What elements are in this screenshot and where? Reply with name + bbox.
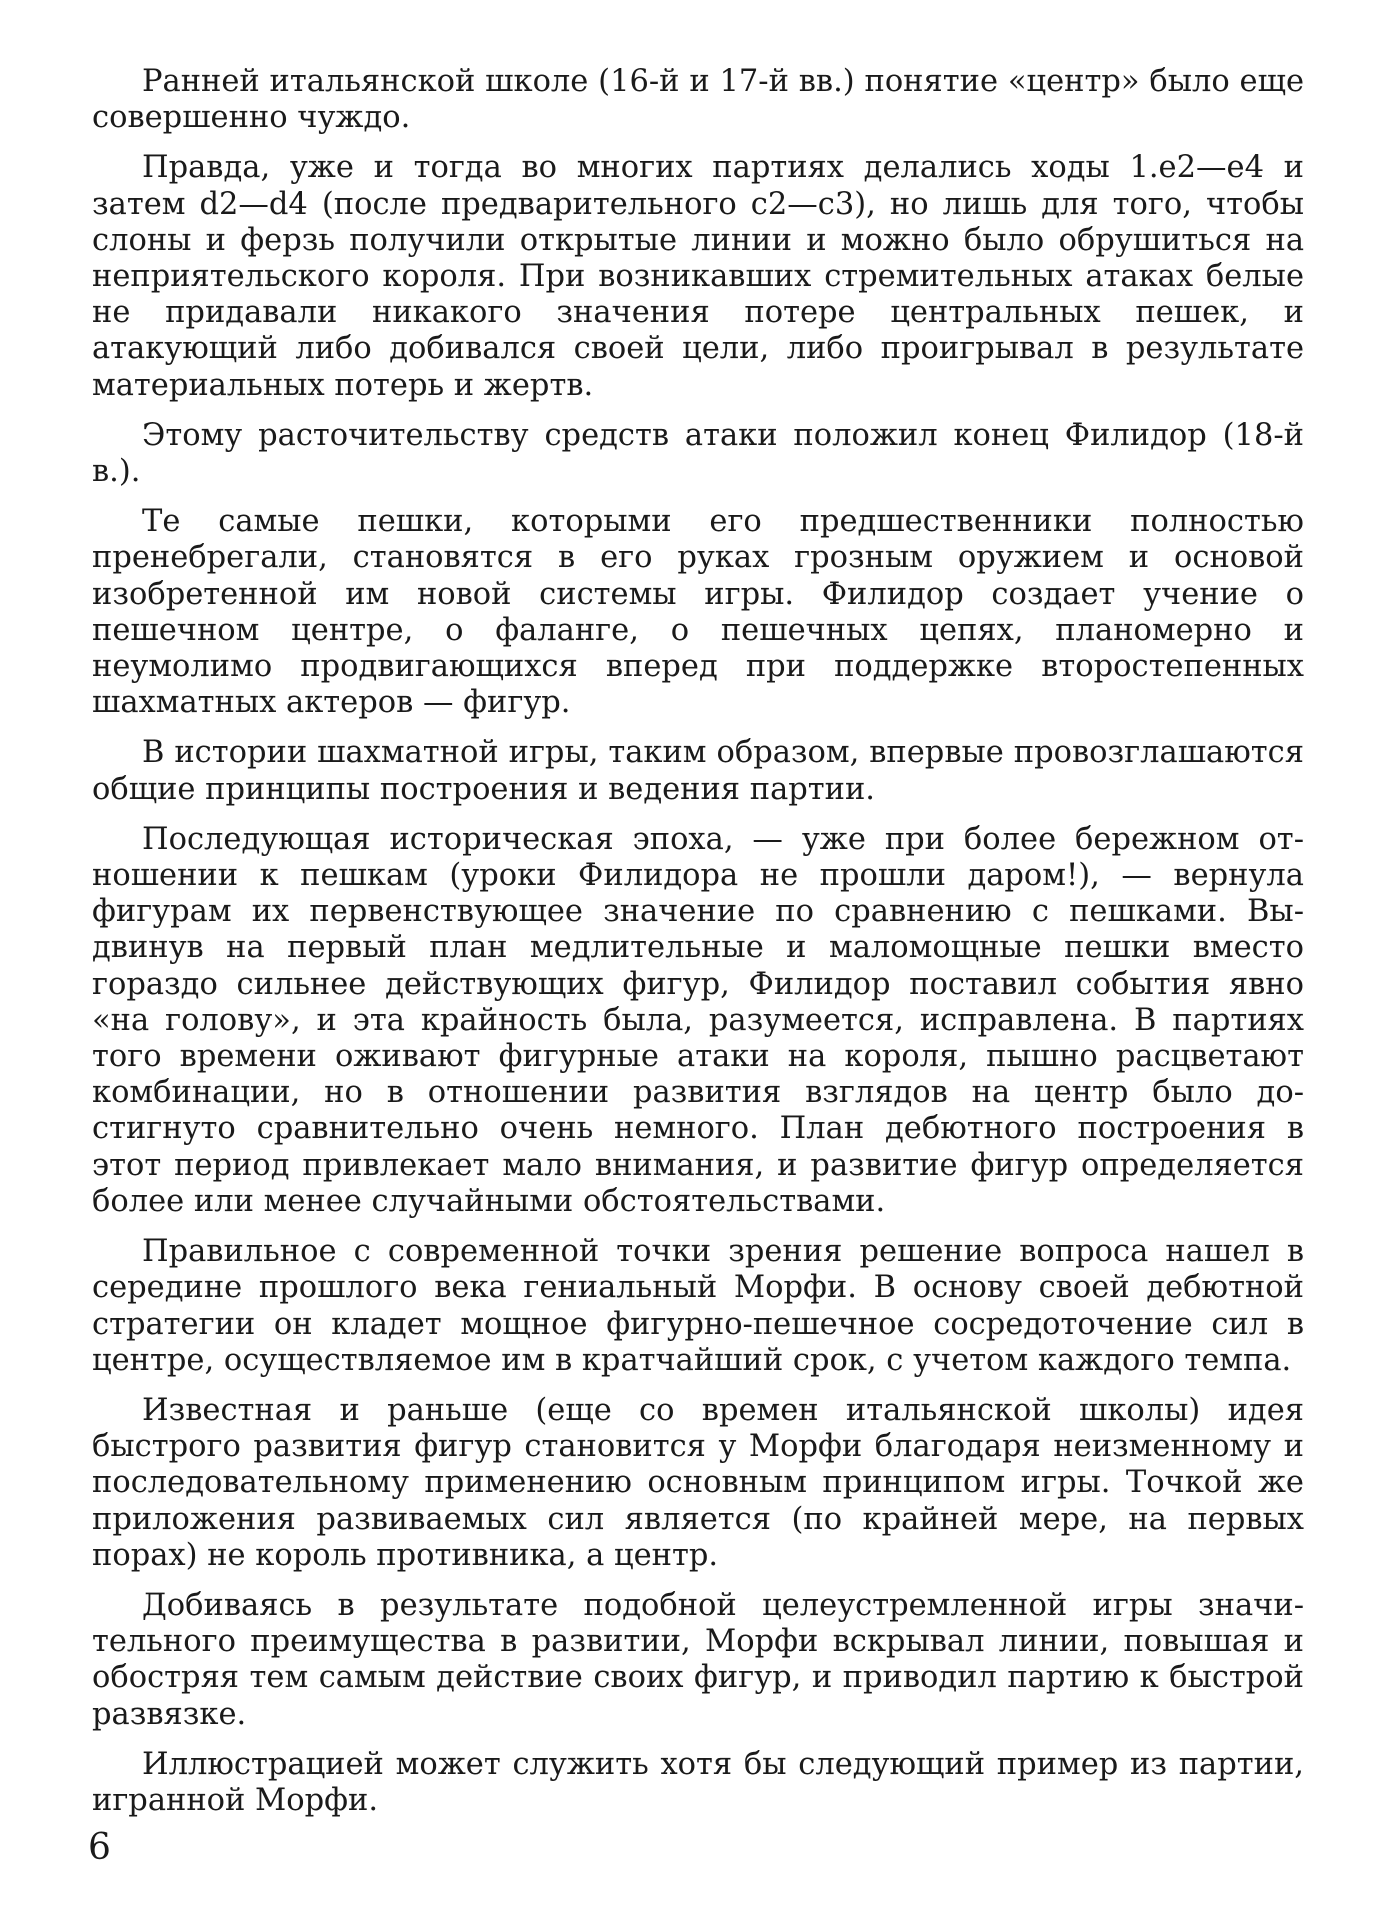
body-text <box>92 64 1304 1833</box>
paragraph: В истории шахматной игры, таким образом, впервые провозглашаются общие принципы построения и ведения партии. <box>92 735 1304 807</box>
paragraph: Последующая историческая эпоха, — уже при более бережном отношении к пешкам (уроки Филидора не прошли даром!), — вернула фигурам их первенствующее значение по сравнению с пешками. Выдвинув на первый план медлительные и маломощные пешки вместо гораздо сильнее действующих фигур, Филидор поставил события явно «на голову», и эта крайность была, разумеется, исправлена. В партиях того времени оживают фигурные атаки на короля, пышно расцветают комбинации, но в отношении развития взглядов на центр было достигнуто сравнительно очень немного. План дебютного построения в этот период привлекает мало внимания, и развитие фигур определяется более или менее случайными обстоятельствами. <box>92 821 1304 1219</box>
paragraph: Добиваясь в результате подобной целеустремленной игры значительного преимущества в развитии, Морфи вскрывал линии, повышая и обостряя тем самым действие своих фигур, и приводил партию к быстрой развязке. <box>92 1587 1304 1732</box>
page-number: 6 <box>88 1827 111 1868</box>
paragraph: Ранней итальянской школе (16-й и 17-й вв.) понятие «центр» было еще совершенно чуждо. <box>92 64 1304 136</box>
paragraph: Те самые пешки, которыми его предшественники полностью пренебрегали, становятся в его руках грозным оружием и основой изобретенной им новой системы игры. Филидор создает учение о пешечном центре, о фаланге, о пешечных цепях, планомерно и неумолимо продвигающихся вперед при поддержке второстепенных шахматных актеров — фигур. <box>92 504 1304 721</box>
paragraph: Правда, уже и тогда во многих партиях делались ходы 1.е2—е4 и затем d2—d4 (после предварительного с2—с3), но лишь для того, чтобы слоны и ферзь получили открытые линии и можно было обрушиться на неприятельского короля. При возникавших стремительных атаках белые не придавали никакого значения потере центральных пешек, и атакующий либо добивался своей цели, либо проигрывал в результате материальных потерь и жертв. <box>92 150 1304 403</box>
paragraph: Известная и раньше (еще со времен итальянской школы) идея быстрого развития фигур становится у Морфи благодаря неизменному и последовательному применению основным принципом игры. Точкой же приложения развиваемых сил является (по крайней мере, на первых порах) не король противника, а центр. <box>92 1392 1304 1573</box>
paragraph: Правильное с современной точки зрения решение вопроса нашел в середине прошлого века гениальный Морфи. В основу своей дебютной стратегии он кладет мощное фигурно-пешечное сосредоточение сил в центре, осуществляемое им в кратчайший срок, с учетом каждого темпа. <box>92 1234 1304 1378</box>
paragraph: Иллюстрацией может служить хотя бы следующий пример из партии, игранной Морфи. <box>92 1746 1304 1818</box>
paragraph: Этому расточительству средств атаки положил конец Филидор (18-й в.). <box>92 417 1304 490</box>
